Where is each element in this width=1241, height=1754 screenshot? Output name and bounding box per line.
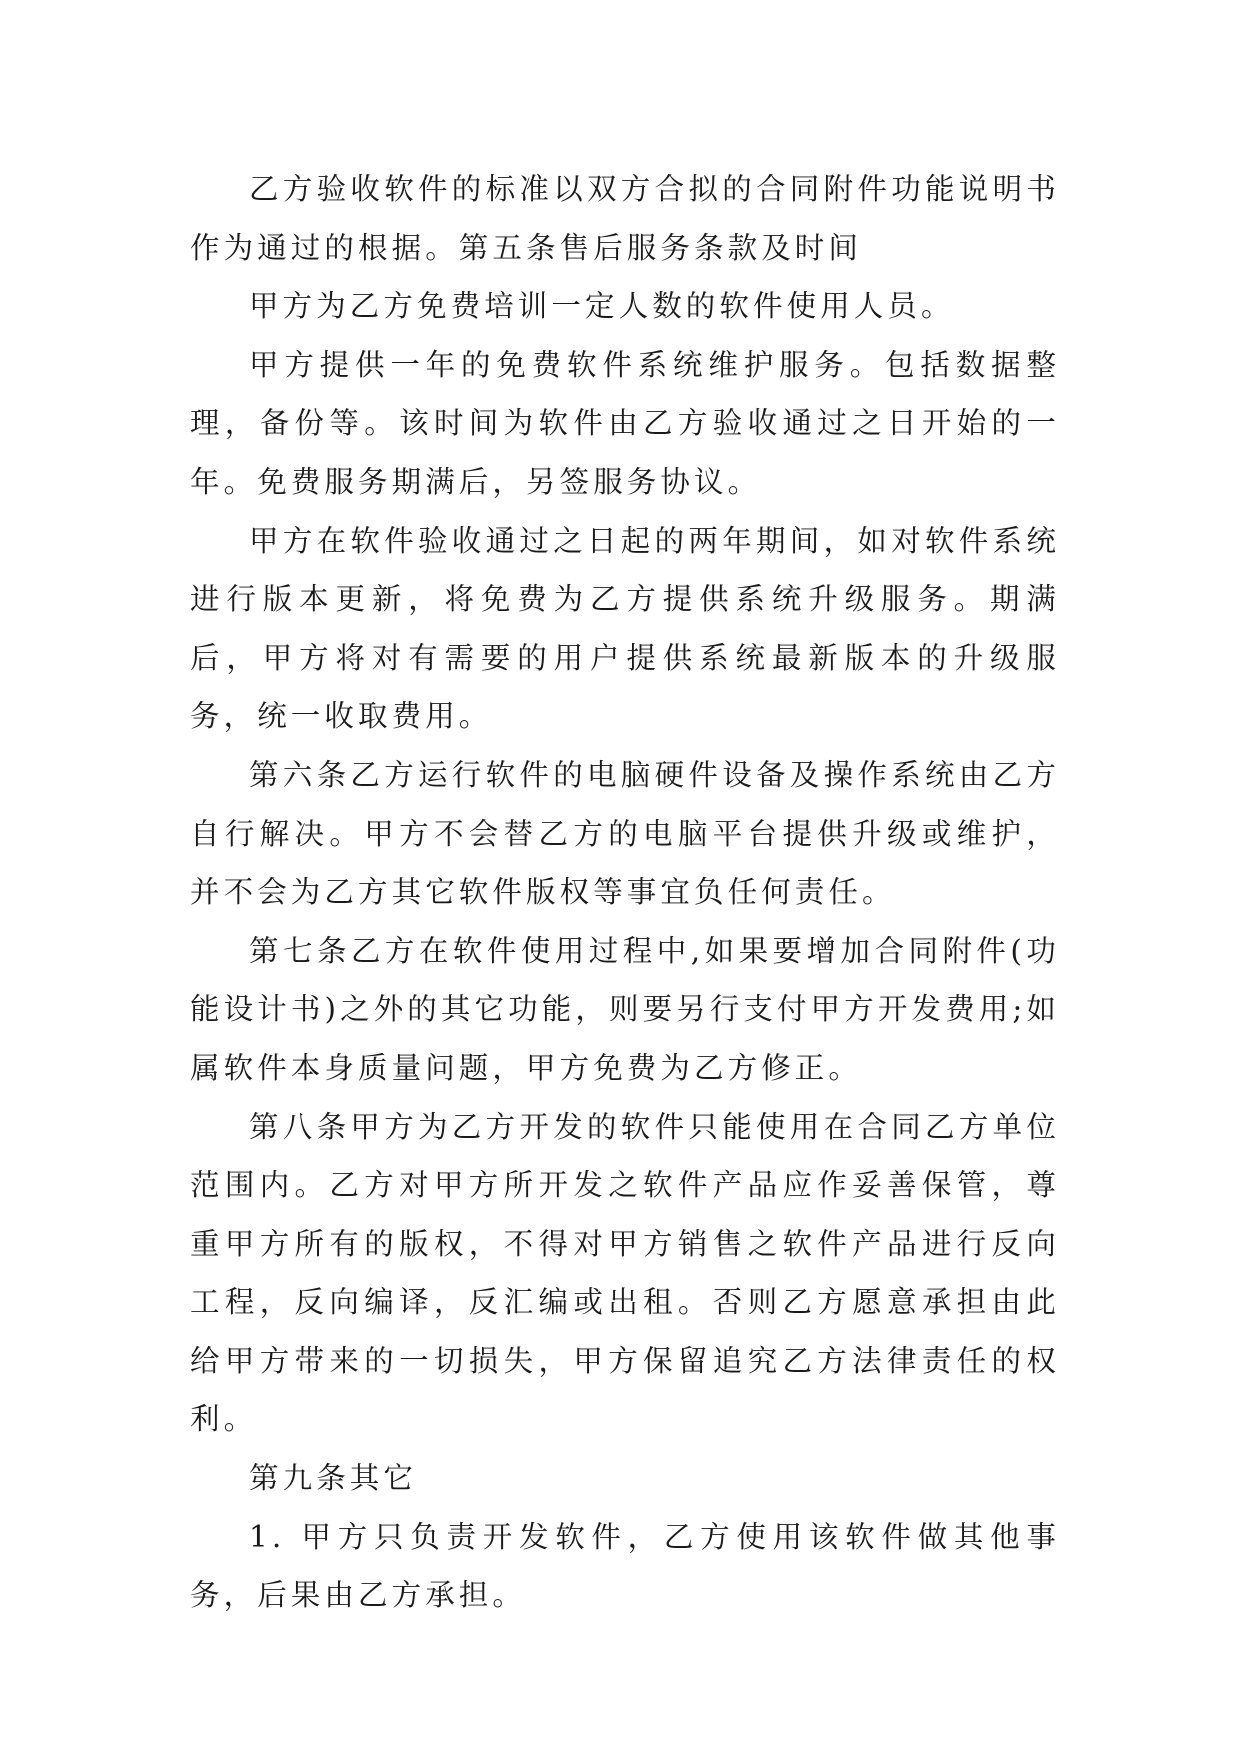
paragraph-article-six: 第六条乙方运行软件的电脑硬件设备及操作系统由乙方自行解决。甲方不会替乙方的电脑平台提供升级或维护，并不会为乙方其它软件版权等事宜负任何责任。 <box>190 757 1060 910</box>
paragraph-acceptance-standard: 乙方验收软件的标准以双方合拟的合同附件功能说明书作为通过的根据。第五条售后服务条款及时间 <box>190 172 1060 265</box>
paragraph-article-eight: 第八条甲方为乙方开发的软件只能使用在合同乙方单位范围内。乙方对甲方所开发之软件产品应作妥善保管，尊重甲方所有的版权，不得对甲方销售之软件产品进行反向工程，反向编译，反汇编或出租。否则乙方愿意承担由此给甲方带来的一切损失，甲方保留追究乙方法律责任的权利。 <box>190 1109 1060 1437</box>
document-body <box>190 160 1060 1625</box>
paragraph-version-upgrade: 甲方在软件验收通过之日起的两年期间，如对软件系统进行版本更新，将免费为乙方提供系统升级服务。期满后，甲方将对有需要的用户提供系统最新版本的升级服务，统一收取费用。 <box>190 523 1060 734</box>
paragraph-article-seven: 第七条乙方在软件使用过程中,如果要增加合同附件(功能设计书)之外的其它功能，则要另行支付甲方开发费用;如属软件本身质量问题，甲方免费为乙方修正。 <box>190 933 1060 1085</box>
paragraph-article-nine-heading: 第九条其它 <box>249 1461 418 1496</box>
paragraph-free-training: 甲方为乙方免费培训一定人数的软件使用人员。 <box>249 289 955 324</box>
paragraph-article-nine-item-1: 1. 甲方只负责开发软件，乙方使用该软件做其他事务，后果由乙方承担。 <box>190 1519 1060 1613</box>
paragraph-free-maintenance: 甲方提供一年的免费软件系统维护服务。包括数据整理，备份等。该时间为软件由乙方验收通过之日开始的一年。免费服务期满后，另签服务协议。 <box>190 347 1060 499</box>
